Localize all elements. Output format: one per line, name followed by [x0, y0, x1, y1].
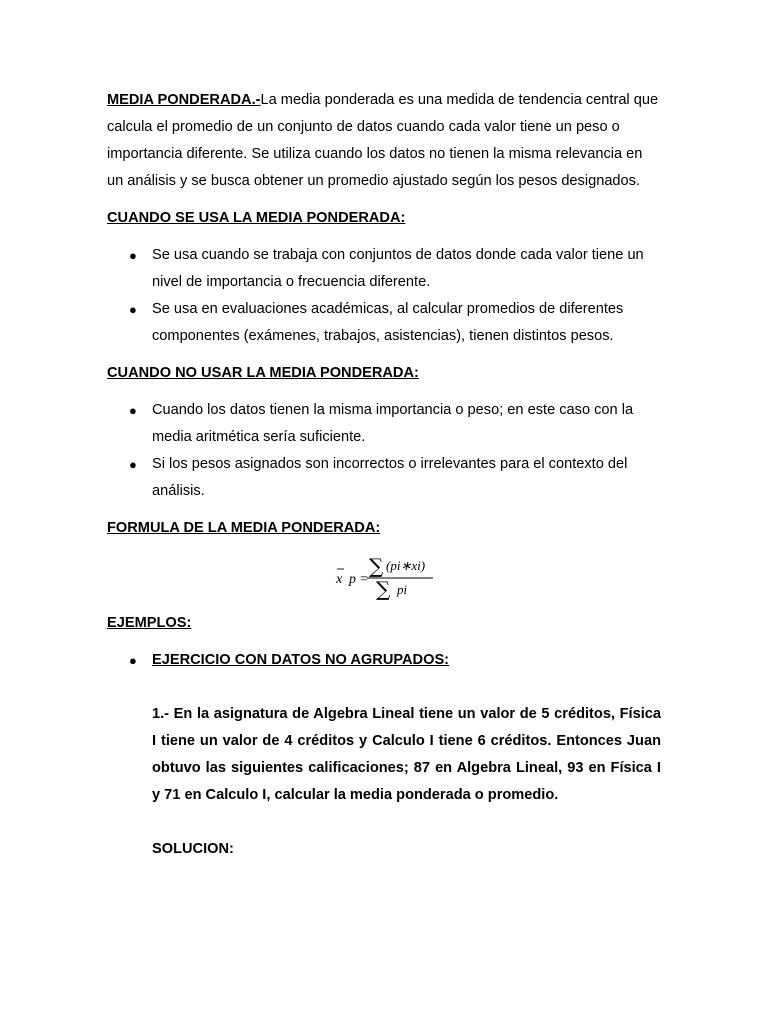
bullet-icon: ●: [129, 457, 137, 472]
examples-list: [107, 647, 661, 674]
bullet-icon: ●: [129, 653, 137, 668]
list-item-text: Si los pesos asignados son incorrectos o irrelevantes para el contexto del análisis.: [152, 456, 628, 499]
formula-denominator: pi: [397, 582, 408, 597]
list-item: [107, 242, 661, 296]
intro-text: La media ponderada es una medida de tendencia central que calcula el promedio de un conjunto de datos cuando cada valor tiene un peso o importancia diferente. Se utiliza cuando los datos no tienen la misma relevancia en un análisis y se busca obtener un promedio ajustado según los pesos designados.: [107, 92, 659, 189]
example-bullet-heading: EJERCICIO CON DATOS NO AGRUPADOS:: [152, 652, 450, 668]
formula-block: [107, 550, 661, 602]
intro-paragraph: [107, 87, 661, 195]
when-not-use-list: [107, 397, 661, 505]
list-item-text: Cuando los datos tienen la misma importancia o peso; en este caso con la media aritmética sería suficiente.: [152, 402, 634, 445]
formula-heading-block: [107, 515, 661, 542]
list-item: [107, 647, 661, 674]
sigma-icon-numerator: ∑: [369, 554, 384, 578]
bullet-icon: ●: [129, 248, 137, 263]
formula-heading: FORMULA DE LA MEDIA PONDERADA:: [107, 520, 381, 536]
sigma-icon-denominator: ∑: [376, 577, 391, 601]
when-use-heading: CUANDO SE USA LA MEDIA PONDERADA:: [107, 210, 406, 226]
formula-lhs-x: x: [336, 572, 343, 587]
solution-label: SOLUCION:: [152, 841, 234, 857]
formula-numerator: (pi∗xi): [386, 558, 426, 573]
weighted-mean-formula: [329, 550, 439, 602]
document-page: [107, 87, 661, 863]
when-not-use-heading: CUANDO NO USAR LA MEDIA PONDERADA:: [107, 365, 419, 381]
when-use-list: [107, 242, 661, 350]
list-item-text: Se usa cuando se trabaja con conjuntos de datos donde cada valor tiene un nivel de importancia o frecuencia diferente.: [152, 247, 644, 290]
when-use-heading-block: [107, 205, 661, 232]
example-problem: 1.- En la asignatura de Algebra Lineal tiene un valor de 5 créditos, Física I tiene un valor de 4 créditos y Calculo I tiene 6 créditos. Entonces Juan obtuvo las siguientes calificaciones; 87 en Algebra Lineal, 93 en Física I y 71 en Calculo I, calcular la media ponderada o promedio.: [152, 706, 661, 803]
examples-heading: EJEMPLOS:: [107, 615, 192, 631]
list-item: [107, 451, 661, 505]
when-not-use-heading-block: [107, 360, 661, 387]
intro-heading: MEDIA PONDERADA.-: [107, 92, 261, 108]
list-item: [107, 397, 661, 451]
formula-lhs-p: p: [349, 572, 356, 587]
examples-heading-block: [107, 610, 661, 637]
bullet-icon: ●: [129, 302, 137, 317]
list-item: [107, 296, 661, 350]
bullet-icon: ●: [129, 403, 137, 418]
list-item-text: Se usa en evaluaciones académicas, al calcular promedios de diferentes componentes (exámenes, trabajos, asistencias), tienen distintos pesos.: [152, 301, 624, 344]
formula-equals: =: [360, 572, 368, 587]
